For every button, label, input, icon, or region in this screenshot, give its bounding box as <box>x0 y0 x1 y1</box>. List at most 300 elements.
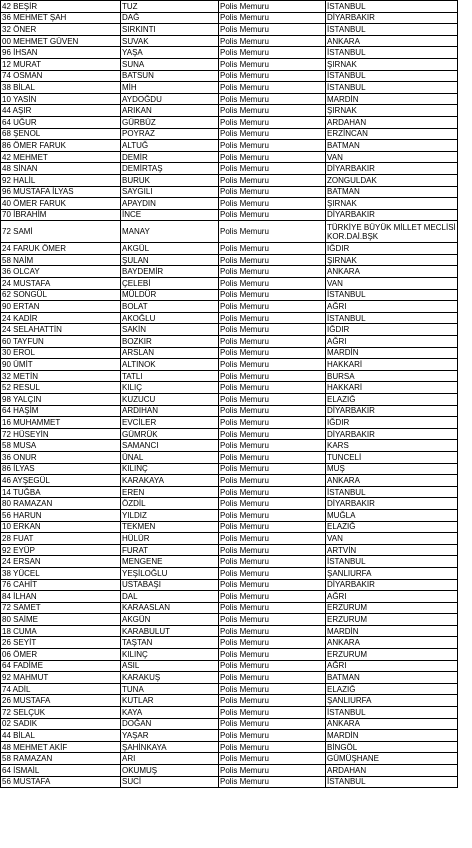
first-name-cell: 42 BEŞİR <box>1 1 121 13</box>
table-row <box>1 312 458 324</box>
last-name-cell: AYDOĞDU <box>121 93 219 105</box>
last-name-cell: ÖZDİL <box>121 498 219 510</box>
table-row <box>1 544 458 556</box>
first-name-cell: 28 FUAT <box>1 533 121 545</box>
first-name-cell: 24 FARUK ÖMER <box>1 243 121 255</box>
location-cell: ŞIRNAK <box>326 58 458 70</box>
location-cell: İSTANBUL <box>326 24 458 36</box>
last-name-cell: ŞAHİNKAYA <box>121 741 219 753</box>
last-name-cell: GÜMRÜK <box>121 428 219 440</box>
last-name-cell: KUTLAR <box>121 695 219 707</box>
title-cell: Polis Memuru <box>219 186 326 198</box>
table-row <box>1 753 458 765</box>
last-name-cell: AKGÜL <box>121 243 219 255</box>
location-cell: İSTANBUL <box>326 47 458 59</box>
location-cell: AĞRI <box>326 301 458 313</box>
table-row <box>1 116 458 128</box>
title-cell: Polis Memuru <box>219 140 326 152</box>
table-row <box>1 347 458 359</box>
table-row <box>1 718 458 730</box>
table-row <box>1 35 458 47</box>
location-cell: MARDİN <box>326 625 458 637</box>
table-row <box>1 266 458 278</box>
table-row <box>1 672 458 684</box>
last-name-cell: BURUK <box>121 174 219 186</box>
first-name-cell: 64 HAŞİM <box>1 405 121 417</box>
first-name-cell: 64 UĞUR <box>1 116 121 128</box>
location-cell: İSTANBUL <box>326 289 458 301</box>
last-name-cell: GÜRBÜZ <box>121 116 219 128</box>
title-cell: Polis Memuru <box>219 382 326 394</box>
title-cell: Polis Memuru <box>219 12 326 24</box>
last-name-cell: TAŞTAN <box>121 637 219 649</box>
first-name-cell: 92 MAHMUT <box>1 672 121 684</box>
first-name-cell: 10 ERKAN <box>1 521 121 533</box>
location-cell: ARTVİN <box>326 544 458 556</box>
first-name-cell: 32 METİN <box>1 370 121 382</box>
last-name-cell: MİH <box>121 82 219 94</box>
location-cell: MARDİN <box>326 730 458 742</box>
table-row <box>1 47 458 59</box>
first-name-cell: 18 CUMA <box>1 625 121 637</box>
table-row <box>1 637 458 649</box>
first-name-cell: 58 NAİM <box>1 254 121 266</box>
title-cell: Polis Memuru <box>219 440 326 452</box>
first-name-cell: 24 ERSAN <box>1 556 121 568</box>
last-name-cell: DAĞ <box>121 12 219 24</box>
last-name-cell: TATLI <box>121 370 219 382</box>
location-cell: ŞANLIURFA <box>326 695 458 707</box>
table-row <box>1 186 458 198</box>
table-row <box>1 533 458 545</box>
location-cell: MARDİN <box>326 347 458 359</box>
table-row <box>1 278 458 290</box>
location-cell: İSTANBUL <box>326 312 458 324</box>
table-row <box>1 707 458 719</box>
first-name-cell: 38 YÜCEL <box>1 567 121 579</box>
location-cell: IĞDIR <box>326 417 458 429</box>
last-name-cell: BAYDEMİR <box>121 266 219 278</box>
last-name-cell: DEMİR <box>121 151 219 163</box>
location-cell: DİYARBAKIR <box>326 579 458 591</box>
last-name-cell: ARIKAN <box>121 105 219 117</box>
title-cell: Polis Memuru <box>219 163 326 175</box>
table-row <box>1 417 458 429</box>
table-row <box>1 567 458 579</box>
location-cell: ANKARA <box>326 266 458 278</box>
last-name-cell: DOĞAN <box>121 718 219 730</box>
first-name-cell: 96 İHSAN <box>1 47 121 59</box>
title-cell: Polis Memuru <box>219 116 326 128</box>
location-cell: MARDİN <box>326 93 458 105</box>
last-name-cell: EVCİLER <box>121 417 219 429</box>
last-name-cell: YILDIZ <box>121 509 219 521</box>
location-cell: IĞDIR <box>326 243 458 255</box>
first-name-cell: 24 MUSTAFA <box>1 278 121 290</box>
last-name-cell: ÜNAL <box>121 451 219 463</box>
last-name-cell: SIRKINTI <box>121 24 219 36</box>
title-cell: Polis Memuru <box>219 614 326 626</box>
table-row <box>1 428 458 440</box>
last-name-cell: ARI <box>121 753 219 765</box>
table-row <box>1 695 458 707</box>
title-cell: Polis Memuru <box>219 660 326 672</box>
last-name-cell: ALTINOK <box>121 359 219 371</box>
title-cell: Polis Memuru <box>219 428 326 440</box>
title-cell: Polis Memuru <box>219 243 326 255</box>
location-cell: İSTANBUL <box>326 556 458 568</box>
location-cell: DİYARBAKIR <box>326 12 458 24</box>
location-cell: BİNGÖL <box>326 741 458 753</box>
title-cell: Polis Memuru <box>219 370 326 382</box>
title-cell: Polis Memuru <box>219 544 326 556</box>
last-name-cell: KAYA <box>121 707 219 719</box>
location-cell: AĞRI <box>326 336 458 348</box>
location-cell: DİYARBAKIR <box>326 209 458 221</box>
last-name-cell: POYRAZ <box>121 128 219 140</box>
title-cell: Polis Memuru <box>219 151 326 163</box>
table-row <box>1 509 458 521</box>
location-cell: ARDAHAN <box>326 116 458 128</box>
first-name-cell: 62 SONGÜL <box>1 289 121 301</box>
title-cell: Polis Memuru <box>219 672 326 684</box>
last-name-cell: TUNA <box>121 683 219 695</box>
title-cell: Polis Memuru <box>219 451 326 463</box>
title-cell: Polis Memuru <box>219 556 326 568</box>
location-cell: ZONGULDAK <box>326 174 458 186</box>
location-cell: BATMAN <box>326 140 458 152</box>
first-name-cell: 36 MEHMET ŞAH <box>1 12 121 24</box>
table-row <box>1 151 458 163</box>
last-name-cell: SUNA <box>121 58 219 70</box>
first-name-cell: 74 ADİL <box>1 683 121 695</box>
title-cell: Polis Memuru <box>219 324 326 336</box>
table-row <box>1 741 458 753</box>
first-name-cell: 38 BİLAL <box>1 82 121 94</box>
last-name-cell: EREN <box>121 486 219 498</box>
first-name-cell: 76 CAHİT <box>1 579 121 591</box>
location-cell: ELAZIĞ <box>326 521 458 533</box>
last-name-cell: KARAASLAN <box>121 602 219 614</box>
table-row <box>1 105 458 117</box>
last-name-cell: MÜLDÜR <box>121 289 219 301</box>
table-row <box>1 370 458 382</box>
first-name-cell: 42 MEHMET <box>1 151 121 163</box>
location-cell: VAN <box>326 151 458 163</box>
table-row <box>1 579 458 591</box>
table-row <box>1 556 458 568</box>
last-name-cell: KUZUCU <box>121 394 219 406</box>
last-name-cell: KILINÇ <box>121 649 219 661</box>
last-name-cell: ASIL <box>121 660 219 672</box>
location-cell: ŞIRNAK <box>326 198 458 210</box>
location-cell: BATMAN <box>326 672 458 684</box>
location-cell: BATMAN <box>326 186 458 198</box>
title-cell: Polis Memuru <box>219 498 326 510</box>
table-row <box>1 683 458 695</box>
last-name-cell: SAYGILI <box>121 186 219 198</box>
table-row <box>1 254 458 266</box>
last-name-cell: ŞULAN <box>121 254 219 266</box>
title-cell: Polis Memuru <box>219 637 326 649</box>
table-row <box>1 649 458 661</box>
title-cell: Polis Memuru <box>219 417 326 429</box>
title-cell: Polis Memuru <box>219 394 326 406</box>
title-cell: Polis Memuru <box>219 753 326 765</box>
last-name-cell: OKUMUŞ <box>121 765 219 777</box>
last-name-cell: İNCE <box>121 209 219 221</box>
first-name-cell: 90 ERTAN <box>1 301 121 313</box>
title-cell: Polis Memuru <box>219 278 326 290</box>
table-row <box>1 359 458 371</box>
last-name-cell: HÜLÜR <box>121 533 219 545</box>
first-name-cell: 46 AYŞEGÜL <box>1 475 121 487</box>
location-cell: DİYARBAKIR <box>326 405 458 417</box>
location-cell: İSTANBUL <box>326 486 458 498</box>
table-row <box>1 660 458 672</box>
table-row <box>1 221 458 243</box>
first-name-cell: 72 SAMET <box>1 602 121 614</box>
last-name-cell: ARSLAN <box>121 347 219 359</box>
title-cell: Polis Memuru <box>219 730 326 742</box>
location-cell: ERZURUM <box>326 614 458 626</box>
first-name-cell: 72 SELÇUK <box>1 707 121 719</box>
location-cell: ANKARA <box>326 475 458 487</box>
title-cell: Polis Memuru <box>219 765 326 777</box>
last-name-cell: ARDIHAN <box>121 405 219 417</box>
title-cell: Polis Memuru <box>219 509 326 521</box>
title-cell: Polis Memuru <box>219 776 326 788</box>
first-name-cell: 48 MEHMET AKİF <box>1 741 121 753</box>
title-cell: Polis Memuru <box>219 486 326 498</box>
title-cell: Polis Memuru <box>219 266 326 278</box>
first-name-cell: 52 RESUL <box>1 382 121 394</box>
first-name-cell: 80 SAİME <box>1 614 121 626</box>
first-name-cell: 64 İSMAİL <box>1 765 121 777</box>
title-cell: Polis Memuru <box>219 707 326 719</box>
last-name-cell: ALTUĞ <box>121 140 219 152</box>
title-cell: Polis Memuru <box>219 289 326 301</box>
last-name-cell: BOLAT <box>121 301 219 313</box>
last-name-cell: KILINÇ <box>121 463 219 475</box>
table-row <box>1 70 458 82</box>
table-row <box>1 521 458 533</box>
last-name-cell: MANAY <box>121 221 219 243</box>
first-name-cell: 80 RAMAZAN <box>1 498 121 510</box>
last-name-cell: DEMİRTAŞ <box>121 163 219 175</box>
title-cell: Polis Memuru <box>219 47 326 59</box>
last-name-cell: YAŞAR <box>121 730 219 742</box>
table-row <box>1 82 458 94</box>
table-row <box>1 498 458 510</box>
location-cell: ANKARA <box>326 718 458 730</box>
location-cell: DİYARBAKIR <box>326 428 458 440</box>
title-cell: Polis Memuru <box>219 405 326 417</box>
first-name-cell: 24 KADİR <box>1 312 121 324</box>
table-row <box>1 140 458 152</box>
first-name-cell: 92 HALİL <box>1 174 121 186</box>
first-name-cell: 72 SAMİ <box>1 221 121 243</box>
title-cell: Polis Memuru <box>219 683 326 695</box>
location-cell: TUNCELİ <box>326 451 458 463</box>
location-cell: İSTANBUL <box>326 82 458 94</box>
title-cell: Polis Memuru <box>219 254 326 266</box>
title-cell: Polis Memuru <box>219 475 326 487</box>
first-name-cell: 40 ÖMER FARUK <box>1 198 121 210</box>
first-name-cell: 58 MUSA <box>1 440 121 452</box>
table-row <box>1 451 458 463</box>
title-cell: Polis Memuru <box>219 695 326 707</box>
last-name-cell: KARAKUŞ <box>121 672 219 684</box>
last-name-cell: MENGENE <box>121 556 219 568</box>
first-name-cell: 12 MURAT <box>1 58 121 70</box>
first-name-cell: 26 SEYİT <box>1 637 121 649</box>
location-cell: TÜRKİYE BÜYÜK MİLLET MECLİSİ KOR.DAİ.BŞK <box>327 222 456 241</box>
title-cell: Polis Memuru <box>219 533 326 545</box>
table-row <box>1 1 458 13</box>
location-cell: ERZİNCAN <box>326 128 458 140</box>
first-name-cell: 32 ÖNER <box>1 24 121 36</box>
title-cell: Polis Memuru <box>219 741 326 753</box>
location-cell: İSTANBUL <box>326 776 458 788</box>
title-cell: Polis Memuru <box>219 198 326 210</box>
last-name-cell: DAL <box>121 591 219 603</box>
title-cell: Polis Memuru <box>219 718 326 730</box>
location-cell: DİYARBAKIR <box>326 498 458 510</box>
first-name-cell: 30 EROL <box>1 347 121 359</box>
location-cell: MUĞLA <box>326 509 458 521</box>
location-cell: ARDAHAN <box>326 765 458 777</box>
table-row <box>1 163 458 175</box>
table-row <box>1 198 458 210</box>
first-name-cell: 24 SELAHATTİN <box>1 324 121 336</box>
first-name-cell: 44 AŞIR <box>1 105 121 117</box>
location-cell: GÜMÜŞHANE <box>326 753 458 765</box>
first-name-cell: 92 EYÜP <box>1 544 121 556</box>
last-name-cell: TUZ <box>121 1 219 13</box>
first-name-cell: 68 ŞENOL <box>1 128 121 140</box>
last-name-cell: TEKMEN <box>121 521 219 533</box>
last-name-cell: YAŞA <box>121 47 219 59</box>
title-cell: Polis Memuru <box>219 24 326 36</box>
title-cell: Polis Memuru <box>219 336 326 348</box>
title-cell: Polis Memuru <box>219 463 326 475</box>
location-cell: VAN <box>326 278 458 290</box>
title-cell: Polis Memuru <box>219 602 326 614</box>
first-name-cell: 74 OSMAN <box>1 70 121 82</box>
table-row <box>1 614 458 626</box>
table-row <box>1 289 458 301</box>
location-cell: ŞIRNAK <box>326 105 458 117</box>
table-row <box>1 440 458 452</box>
first-name-cell: 86 ÖMER FARUK <box>1 140 121 152</box>
table-row <box>1 625 458 637</box>
title-cell: Polis Memuru <box>219 82 326 94</box>
location-cell: İSTANBUL <box>326 707 458 719</box>
location-cell: HAKKARİ <box>326 382 458 394</box>
location-cell: DİYARBAKIR <box>326 163 458 175</box>
last-name-cell: KILIÇ <box>121 382 219 394</box>
first-name-cell: 70 İBRAHİM <box>1 209 121 221</box>
table-row <box>1 405 458 417</box>
title-cell: Polis Memuru <box>219 93 326 105</box>
first-name-cell: 02 SADIK <box>1 718 121 730</box>
title-cell: Polis Memuru <box>219 649 326 661</box>
last-name-cell: USTABAŞI <box>121 579 219 591</box>
location-cell: ANKARA <box>326 35 458 47</box>
last-name-cell: SUCİ <box>121 776 219 788</box>
title-cell: Polis Memuru <box>219 625 326 637</box>
last-name-cell: FURAT <box>121 544 219 556</box>
location-cell: İSTANBUL <box>326 70 458 82</box>
first-name-cell: 44 BİLAL <box>1 730 121 742</box>
title-cell: Polis Memuru <box>219 521 326 533</box>
first-name-cell: 36 OLCAY <box>1 266 121 278</box>
first-name-cell: 64 FADİME <box>1 660 121 672</box>
title-cell: Polis Memuru <box>219 347 326 359</box>
table-row <box>1 174 458 186</box>
first-name-cell: 72 HÜSEYİN <box>1 428 121 440</box>
first-name-cell: 16 MUHAMMET <box>1 417 121 429</box>
location-cell: BURSA <box>326 370 458 382</box>
title-cell: Polis Memuru <box>219 301 326 313</box>
first-name-cell: 98 YALÇIN <box>1 394 121 406</box>
table-row <box>1 591 458 603</box>
location-cell: AĞRI <box>326 591 458 603</box>
title-cell: Polis Memuru <box>219 591 326 603</box>
table-row <box>1 602 458 614</box>
title-cell: Polis Memuru <box>219 312 326 324</box>
table-row <box>1 12 458 24</box>
first-name-cell: 58 RAMAZAN <box>1 753 121 765</box>
last-name-cell: APAYDIN <box>121 198 219 210</box>
location-cell: ANKARA <box>326 637 458 649</box>
title-cell: Polis Memuru <box>219 105 326 117</box>
title-cell: Polis Memuru <box>219 567 326 579</box>
location-cell: AĞRI <box>326 660 458 672</box>
location-cell: ELAZIĞ <box>326 394 458 406</box>
title-cell: Polis Memuru <box>219 359 326 371</box>
first-name-cell: 48 SİNAN <box>1 163 121 175</box>
title-cell: Polis Memuru <box>219 70 326 82</box>
location-cell: MUŞ <box>326 463 458 475</box>
table-row <box>1 730 458 742</box>
last-name-cell: SAKİN <box>121 324 219 336</box>
location-cell: IĞDIR <box>326 324 458 336</box>
table-row <box>1 24 458 36</box>
table-row <box>1 301 458 313</box>
last-name-cell: ÇELEBİ <box>121 278 219 290</box>
title-cell: Polis Memuru <box>219 579 326 591</box>
table-row <box>1 486 458 498</box>
table-row <box>1 128 458 140</box>
last-name-cell: AKOĞLU <box>121 312 219 324</box>
first-name-cell: 10 YASİN <box>1 93 121 105</box>
title-cell: Polis Memuru <box>219 35 326 47</box>
title-cell: Polis Memuru <box>219 58 326 70</box>
first-name-cell: 90 ÜMİT <box>1 359 121 371</box>
title-cell: Polis Memuru <box>219 209 326 221</box>
table-row <box>1 243 458 255</box>
location-cell: VAN <box>326 533 458 545</box>
title-cell: Polis Memuru <box>219 1 326 13</box>
table-row <box>1 209 458 221</box>
first-name-cell: 56 HARUN <box>1 509 121 521</box>
table-row <box>1 58 458 70</box>
last-name-cell: BOZKIR <box>121 336 219 348</box>
table-row <box>1 324 458 336</box>
table-row <box>1 336 458 348</box>
